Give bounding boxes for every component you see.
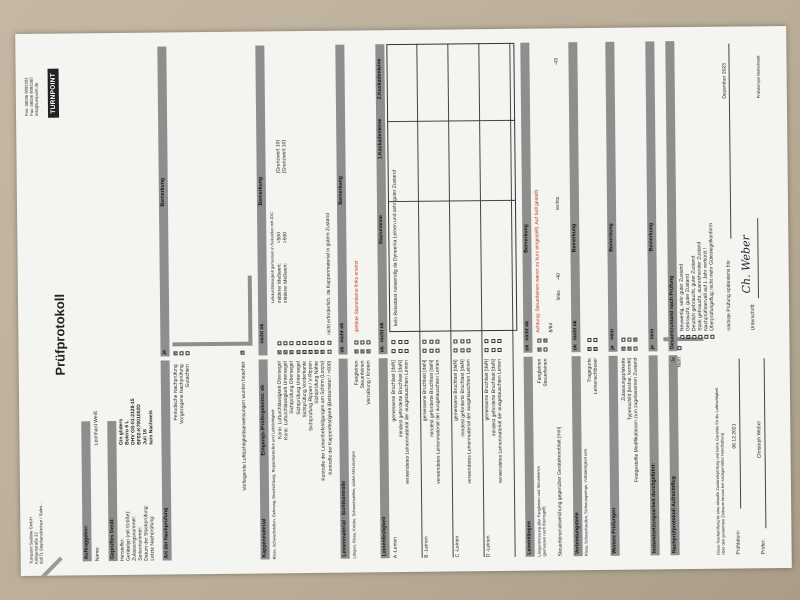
checkbox-steuerleinen-nok[interactable] bbox=[360, 340, 364, 344]
section-header-leinenmaterial: Leinenmaterial - Sichtkontrolle bbox=[339, 359, 350, 559]
col-kaskade-2: 2.Kaskadenleine bbox=[376, 58, 383, 100]
kappe-remark-limit-1: (Grenzwert 10) bbox=[275, 139, 282, 174]
verbindung-item: Leinenschlösser bbox=[592, 357, 600, 395]
divider bbox=[172, 342, 252, 347]
contact-line: info@turnpoint.de bbox=[33, 82, 40, 116]
festigkeit-row-label: verwendetes Leinenmaterial der ausgetauschten Leinen bbox=[434, 359, 442, 484]
kappe-item: Sichtprüfung Untersegel bbox=[295, 361, 302, 415]
col-ok: ok bbox=[339, 346, 346, 353]
checkbox-vernaehung-nok[interactable] bbox=[366, 340, 370, 344]
leinenlaengen-colbar bbox=[520, 43, 532, 353]
section-header-geraet: Geprüftes Gerät: bbox=[107, 421, 117, 561]
nachpruefung-item: Gutachten bbox=[184, 364, 191, 388]
checkbox-festigkeit-nok[interactable] bbox=[391, 340, 395, 344]
leinenmaterial-subtitle: Längen, Risse, Knicke, Schwachstellen, starke Abnutzungen bbox=[350, 451, 357, 559]
weitere-item: Zulassungsplakette bbox=[620, 357, 628, 401]
pruefer-line bbox=[764, 358, 767, 528]
checkbox-kappe-nok[interactable] bbox=[308, 341, 312, 345]
gesamt-item: Neuwertig, sehr guter Zustand bbox=[678, 263, 686, 332]
gesamt-header: Gesamtzustand nach Prüfung bbox=[665, 41, 677, 351]
handwritten-signature: Ch. Weber bbox=[739, 235, 753, 294]
kappe-remark-2: mittlerer Meßwert: bbox=[282, 262, 290, 304]
device-label: Gerätetyp (mit Größe): bbox=[125, 510, 132, 561]
festigkeit-row-label: gemessene Bruchlast [daN] bbox=[483, 359, 491, 421]
leinenmaterial-item: Vernähung / Knoten bbox=[366, 360, 373, 405]
leinenlaengen-note: Achtung: Steuerleinen waren zu kurz eingestellt. Auf Soll gestellt bbox=[533, 189, 542, 333]
checkbox-kappe-ok[interactable] bbox=[327, 350, 331, 354]
nachpruefung-items bbox=[173, 364, 192, 494]
checkbox-kappe-nok[interactable] bbox=[321, 341, 325, 345]
checkbox-neuwertig[interactable] bbox=[680, 335, 684, 339]
steuerleinen-abweichung-label: Steuerleinenabweichung gegenüber Gerätekennblatt [mm] bbox=[556, 426, 564, 557]
checkbox-laengen-fang-nok[interactable] bbox=[537, 339, 541, 343]
checkbox-festigkeit-ok[interactable] bbox=[466, 348, 470, 352]
checkbox-kappe-nok[interactable] bbox=[284, 341, 288, 345]
checkbox-festigkeit-ok[interactable] bbox=[453, 348, 457, 352]
nachpruefung-item: Vorgezogene Nachprüfung bbox=[178, 364, 186, 424]
kappe-remark-value-2: >500 bbox=[282, 231, 289, 244]
checkbox-festigkeit-ok[interactable] bbox=[491, 348, 495, 352]
verbindung-item: Tragegurte bbox=[586, 358, 593, 383]
col-nicht-ok: nicht ok bbox=[259, 323, 266, 344]
rechts-value: -43 bbox=[553, 58, 560, 66]
checkbox-leinenschloesser-nok[interactable] bbox=[593, 338, 597, 342]
festigkeit-row-label: mindest geforderte Bruchlast [daN] bbox=[490, 359, 497, 437]
checkbox-festigkeit-nok[interactable] bbox=[422, 340, 426, 344]
signature-line bbox=[757, 218, 759, 298]
device-label: Zulassungsnummer: bbox=[131, 515, 138, 561]
col-bemerkung: Bemerkung bbox=[257, 176, 264, 206]
instandsetzung-choices bbox=[671, 357, 684, 439]
checkbox-modifikation-nein[interactable] bbox=[633, 338, 637, 342]
kappe-item: Sichtprüfung Vorderkante bbox=[301, 361, 309, 418]
contact-line: Fon: 08036 9092281 bbox=[23, 77, 30, 116]
name-label: Name: bbox=[94, 546, 101, 562]
col-ja: ja bbox=[649, 345, 656, 350]
disclaimer bbox=[714, 388, 726, 555]
kappe-remark-1: mittlerer Meßwert: bbox=[276, 262, 284, 304]
checkbox-kappe-nok[interactable] bbox=[315, 341, 319, 345]
checkbox-festigkeit-ok[interactable] bbox=[429, 349, 433, 353]
section-header-nachpruefung: Art der Nachprüfung bbox=[161, 360, 172, 560]
instandsetzung-colbar bbox=[645, 41, 657, 351]
kappe-item: Sichtprüfung Obersegel bbox=[289, 361, 296, 414]
checkbox-festigkeit-nok[interactable] bbox=[497, 339, 501, 343]
subtitle-line: (gemessen nach Bremsgriff) bbox=[541, 506, 547, 557]
kappe-item: Kontrolle der Leinenbefestigungen am Schirm (Loops) bbox=[320, 360, 328, 481]
checkbox-kappe-nok[interactable] bbox=[290, 341, 294, 345]
kappe-item: Kontr. Lufturchlässigkeit Obersegel bbox=[276, 361, 284, 439]
links-label: links bbox=[555, 290, 563, 301]
checkbox-kappe-ok[interactable] bbox=[315, 350, 319, 354]
checkbox-kappe-ok[interactable] bbox=[296, 350, 300, 354]
kappe-colbar bbox=[255, 45, 267, 456]
col-kaskade-1: 1.Kaskadenleine bbox=[377, 118, 384, 160]
checkbox-vernaehung-ok[interactable] bbox=[367, 349, 371, 353]
checkbox-instand-nein[interactable] bbox=[677, 346, 681, 350]
checkbox-gebraucht[interactable] bbox=[686, 335, 690, 339]
col-bemerkung: Bemerkung bbox=[159, 177, 166, 207]
nachpruefung-colbar bbox=[157, 46, 169, 356]
pruefdatum-label: Prüfdatum: bbox=[735, 530, 742, 555]
checkbox-gutachten[interactable] bbox=[186, 351, 190, 355]
section-header-instandsetzung: Instandsetzungsarbeit durchgeführt: bbox=[649, 355, 660, 555]
col-bemerkung: Bemerkung bbox=[337, 176, 344, 205]
device-value: BF02-K7001002D bbox=[136, 404, 143, 445]
checkbox-laengen-fang-ok[interactable] bbox=[537, 348, 541, 352]
checkbox-lta[interactable] bbox=[241, 351, 245, 355]
checkbox-festigkeit-nok[interactable] bbox=[460, 339, 464, 343]
gesamt-item: Gebraucht, guter Zustand bbox=[684, 274, 692, 332]
kappe-remark-limit-2: (Grenzwert 10) bbox=[281, 139, 288, 174]
checkbox-festigkeit-nok[interactable] bbox=[429, 340, 433, 344]
checkbox-stark[interactable] bbox=[698, 335, 702, 339]
checkbox-vorgezogen[interactable] bbox=[180, 351, 184, 355]
col-nein: nein bbox=[649, 328, 656, 340]
pruefer-label: Prüfer: bbox=[760, 539, 767, 555]
checkbox-laengen-steuer-nok[interactable] bbox=[543, 338, 547, 342]
leinenlaengen-items bbox=[537, 358, 550, 440]
verbindung-subtitle: Risse, Schwachstellen, Sicherungsringe, Vollständigkeit usw. bbox=[582, 448, 589, 557]
leinenmaterial-item: Steuerleinen bbox=[359, 360, 367, 389]
kappe-item: Kontr. Lufturchlässigkeit Untersegel bbox=[282, 361, 290, 440]
kappe-checkboxes bbox=[15, 34, 21, 576]
checkbox-laengen-steuer-ok[interactable] bbox=[543, 347, 547, 351]
col-ok: ok bbox=[572, 344, 579, 351]
weitere-colbar bbox=[605, 42, 617, 352]
address-line: Kilingerstraße 32 bbox=[33, 532, 39, 564]
checkbox-festigkeit-ok[interactable] bbox=[423, 349, 427, 353]
divider bbox=[248, 276, 253, 346]
rechts-label: rechts bbox=[554, 196, 562, 211]
leinenlaengen-item: Steuerleinen bbox=[542, 358, 550, 387]
section-header-leinenfestigkeit: Leinenfestigkeit bbox=[379, 358, 390, 558]
checkbox-kappe-ok[interactable] bbox=[284, 350, 288, 354]
choice-ja: Ja bbox=[670, 357, 677, 363]
festigkeit-row-label: gemessene Bruchlast [daN] bbox=[421, 359, 429, 422]
col-ok: ok bbox=[379, 346, 386, 353]
leinenlaengen-item: Fangleinen bbox=[536, 358, 543, 384]
gesamt-item: Stark gebraucht, ausreichender Zustand bbox=[696, 241, 704, 331]
checkbox-typenschild-nein[interactable] bbox=[627, 338, 631, 342]
subtitle-line: Längenmessung aller Fangleinen und Steuerleinen bbox=[535, 466, 542, 557]
section-header-kappe: Kappenmaterial bbox=[259, 359, 270, 559]
festigkeit-row-label: gemessene Bruchlast [daN] bbox=[452, 359, 460, 421]
stamp-label: Prüfstempel Betriebstatt bbox=[755, 55, 761, 99]
festigkeit-row-label: mindest geforderte Bruchlast [daN] bbox=[397, 360, 404, 438]
col-stammleine: Stammleine bbox=[378, 215, 385, 245]
nachpruefung-item: Periodische Nachprüfung bbox=[172, 364, 180, 421]
links-value: -40 bbox=[555, 273, 562, 281]
company-contact bbox=[24, 77, 39, 116]
festigkeit-row-label: gemessene Bruchlast [daN] bbox=[390, 360, 398, 422]
page-title: Prüfprotokoll bbox=[51, 293, 68, 376]
weitere-items bbox=[621, 358, 641, 510]
checkbox-festigkeit-nok[interactable] bbox=[435, 340, 439, 344]
signature-label: Unterschrift: bbox=[750, 303, 757, 331]
kappe-note: nicht erforderlich, da Kappenmaterial in gutem Zustand bbox=[325, 213, 333, 335]
kappe-remark-0: Luftdurchlässigkeit gemessen in Sekunden mit JDC bbox=[269, 211, 276, 304]
kappe-item: Sichtprüfung Nähte bbox=[313, 360, 321, 404]
kappe-remark-value-1: >500 bbox=[276, 232, 283, 244]
checkbox-festigkeit-ok[interactable] bbox=[398, 349, 402, 353]
festigkeit-row-label: verwendetes Leinenmaterial der ausgetauschten Leinen bbox=[403, 359, 411, 485]
festigkeit-group-label: B -Leinen bbox=[423, 536, 430, 558]
festigkeit-note: kein Reissttest notwendig da Dyneema Leinen und sehr guter Zustand bbox=[391, 170, 400, 327]
checkbox-festigkeit-ok[interactable] bbox=[405, 349, 409, 353]
checkbox-typenschild-ja[interactable] bbox=[627, 347, 631, 351]
festigkeit-row-label: mindest geforderte Bruchlast [daN] bbox=[428, 359, 435, 438]
device-label: Letzte Nachprüfung: bbox=[149, 515, 156, 561]
leinenmaterial-item: Fangleinen bbox=[353, 360, 360, 386]
section-header-verbindung: Verbindungsteile bbox=[572, 356, 583, 556]
device-label: Datum der Stückprüfung: bbox=[143, 505, 150, 561]
col-nicht-ok: nicht ok bbox=[524, 320, 531, 341]
turnpoint-logo: TURNPOINT bbox=[48, 69, 60, 118]
leinenmaterial-colbar bbox=[335, 45, 347, 355]
section-header-auftraggeber: Auftraggeber: bbox=[81, 421, 91, 561]
verbindung-colbar bbox=[568, 42, 580, 352]
col-ja: ja bbox=[609, 345, 616, 350]
section-header-leinenlaengen: Leinenlängen bbox=[524, 357, 535, 557]
choice-nein: Nein bbox=[676, 357, 683, 368]
device-values bbox=[118, 398, 154, 445]
next-check-label: nächste Prüfung spätestens bis: bbox=[725, 259, 733, 331]
checkbox-kappe-ok[interactable] bbox=[302, 350, 306, 354]
col-nein: nein bbox=[609, 329, 616, 340]
address-line: Turnpoint Seitlinie GmbH bbox=[28, 517, 34, 564]
disclaimer-line: über den genannten Zeitraum hinaus bei sachgemäßer Handhabung bbox=[719, 433, 726, 555]
festigkeit-row-label: verwendetes Leinenmaterial der ausgetauschten Leinen bbox=[465, 359, 473, 484]
next-check-value: Dezember 2023 bbox=[721, 63, 728, 99]
address-line: 83071 Stephanskirchen / Sales... bbox=[38, 502, 44, 564]
col-bemerkung: Bemerkung bbox=[571, 223, 578, 253]
col-bemerkung: Bemerkung bbox=[523, 224, 530, 253]
col-nicht-ok: nicht ok bbox=[572, 320, 579, 341]
col-nicht-ok: nicht ok bbox=[339, 322, 346, 343]
lta-note: Vorliegende Lufttüchtigkeitsanweisungen wurden beachtet bbox=[240, 361, 248, 491]
checkbox-festigkeit-ok[interactable] bbox=[460, 348, 464, 352]
next-line bbox=[728, 44, 731, 239]
festigkeit-group-label: A -Leinen bbox=[392, 536, 399, 559]
contact-line: Fax: 08036 9092280 bbox=[28, 77, 35, 116]
kappe-items bbox=[277, 361, 334, 514]
col-ja: ja bbox=[161, 350, 168, 355]
col-bemerkung: Bemerkung bbox=[608, 223, 615, 252]
checkbox-deutlich[interactable] bbox=[692, 335, 696, 339]
checkbox-festigkeit-nok[interactable] bbox=[484, 339, 488, 343]
kappe-item: Kontrolle der Kappenfestigkeit (Bettsometer / >600) bbox=[326, 360, 334, 475]
checkbox-festigkeit-nok[interactable] bbox=[404, 340, 408, 344]
festigkeit-group-label: C -Leinen bbox=[454, 535, 461, 558]
weitere-item: Typenschild (lesbar, korrekt) bbox=[626, 357, 634, 421]
disclaimer-line: Diese Nachprüfung ist eine aktuelle Zustandsprüfung und keine Garantie für die Lufttüchtigkeit bbox=[713, 387, 721, 555]
checkbox-festigkeit-ok[interactable] bbox=[436, 349, 440, 353]
festigkeit-row-label: mindest geforderte Bruchlast [daN] bbox=[459, 359, 466, 437]
device-label: Hersteller: bbox=[119, 538, 126, 561]
checkbox-kappe-ok[interactable] bbox=[290, 350, 294, 354]
checkbox-tragegurte-ok[interactable] bbox=[587, 347, 591, 351]
device-labels bbox=[119, 505, 156, 561]
checkbox-kappe-nok[interactable] bbox=[296, 341, 300, 345]
festigkeit-grid bbox=[386, 43, 517, 332]
pruefer-value: Christoph Weber bbox=[756, 420, 763, 459]
kappe-subtitle: Risse, Schwachstellen, Dehnung, Beschichtung, Reparaturstellen und Lufttüchtigkeit bbox=[270, 409, 277, 560]
checkbox-kappe-ok[interactable] bbox=[321, 350, 325, 354]
checkbox-festigkeit-ok[interactable] bbox=[484, 348, 488, 352]
checkbox-periodisch[interactable] bbox=[174, 351, 178, 355]
checkbox-festigkeit-nok[interactable] bbox=[398, 340, 402, 344]
checkbox-festigkeit-ok[interactable] bbox=[497, 348, 501, 352]
paper-sheet bbox=[15, 26, 792, 576]
checkbox-steuerleinen-ok[interactable] bbox=[361, 349, 365, 353]
col-bemerkung: Bemerkung bbox=[648, 222, 655, 252]
checkbox-modifikation-ja[interactable] bbox=[633, 347, 637, 351]
section-header-aufrechtflug: Nachprüfprotokoll Aufrechtflug bbox=[669, 355, 680, 555]
gesamt-items bbox=[678, 223, 715, 331]
checkbox-kappe-ok[interactable] bbox=[309, 350, 313, 354]
checkbox-fangleinen-ok[interactable] bbox=[355, 349, 359, 353]
device-value: Gin gliders bbox=[118, 418, 125, 445]
checkbox-tragegurte-nok[interactable] bbox=[587, 338, 591, 342]
checkbox-festigkeit-nok[interactable] bbox=[453, 339, 457, 343]
pruefdatum-value: 06.12.2021 bbox=[731, 423, 738, 449]
device-value: Juli 16 bbox=[142, 429, 149, 445]
leinenfestigkeit-colbar bbox=[375, 44, 387, 354]
checkbox-kappe-nok[interactable] bbox=[302, 341, 306, 345]
checkbox-kappe-nok[interactable] bbox=[327, 341, 331, 345]
gesamt-item: Überprüfungsflug; nicht mehr Gütesiegelkonform bbox=[708, 222, 716, 331]
festigkeit-group-label: D -Leinen bbox=[485, 535, 492, 558]
col-ok: Eingangs-/Prüfergebniss: ok bbox=[259, 384, 267, 456]
checkbox-festigkeit-nok[interactable] bbox=[466, 339, 470, 343]
verbindung-items bbox=[587, 358, 600, 440]
company-address bbox=[28, 502, 44, 564]
name-value: Leonhard Weiß bbox=[93, 411, 100, 446]
checkbox-plakette-nein[interactable] bbox=[621, 338, 625, 342]
document-page bbox=[15, 26, 792, 576]
leinenlaengen-subtitle bbox=[536, 466, 547, 557]
gesamt-item: Nachprüfintervall auf 1 Jahr verkürzt ! bbox=[702, 247, 710, 331]
device-label: Seriennummer: bbox=[137, 526, 144, 561]
date-line bbox=[739, 358, 742, 508]
col-nicht-ok: nicht ok bbox=[379, 322, 386, 343]
device-value: kein Nachweis bbox=[148, 410, 155, 445]
checkbox-kappe-ok[interactable] bbox=[278, 350, 282, 354]
leinenmaterial-items bbox=[354, 360, 374, 472]
checkbox-festigkeit-ok[interactable] bbox=[392, 349, 396, 353]
device-value: Bolero 6 L bbox=[124, 420, 131, 445]
col-ok: ok bbox=[524, 344, 531, 351]
checkbox-leinenschloesser-ok[interactable] bbox=[593, 347, 597, 351]
weitere-item: Festgestellte Modifikationen zum zugelassenen Zustand bbox=[633, 357, 641, 483]
ratio-value: 8/64 bbox=[548, 322, 555, 333]
section-header-weitere: Weitere Prüfungen bbox=[609, 356, 620, 556]
checkbox-festigkeit-nok[interactable] bbox=[491, 339, 495, 343]
gesamt-item: Deutlich gebraucht, guter Zustand bbox=[690, 255, 698, 331]
checkbox-kappe-nok[interactable] bbox=[277, 341, 281, 345]
checkbox-fangleinen-nok[interactable] bbox=[354, 340, 358, 344]
kappe-item: Sichtprüfung Rippen / V-Rippen bbox=[307, 360, 315, 432]
device-value: DHV GS-01-2128-15 bbox=[130, 398, 137, 445]
leinenmaterial-note: defekte Stammleine links ersetzt bbox=[353, 260, 361, 333]
checkbox-ueberpruefungsflug[interactable] bbox=[710, 335, 714, 339]
checkbox-verkuerzt[interactable] bbox=[704, 335, 708, 339]
festigkeit-row-label: verwendetes Leinenmaterial der ausgetauschten Leinen bbox=[496, 358, 504, 484]
checkbox-plakette-ja[interactable] bbox=[621, 347, 625, 351]
